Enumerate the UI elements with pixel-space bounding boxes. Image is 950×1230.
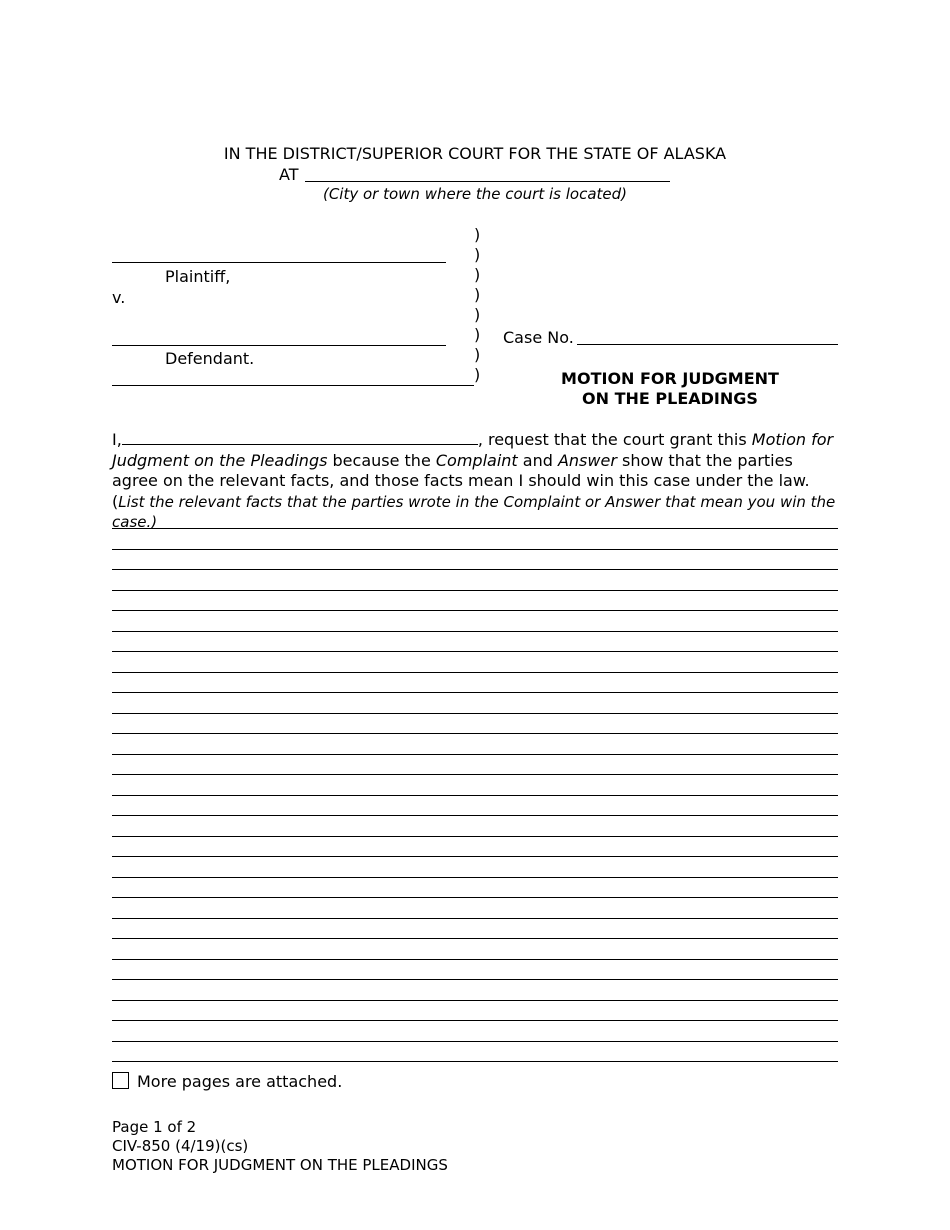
writing-line[interactable] [112, 733, 838, 734]
caption-bottom-rule [112, 385, 474, 386]
writing-line[interactable] [112, 1041, 838, 1042]
more-pages-label: More pages are attached. [137, 1072, 343, 1091]
writing-line[interactable] [112, 1061, 838, 1062]
more-pages-checkbox[interactable] [112, 1072, 129, 1089]
writing-line[interactable] [112, 918, 838, 919]
writing-line[interactable] [112, 815, 838, 816]
writing-line[interactable] [112, 1000, 838, 1001]
writing-line[interactable] [112, 795, 838, 796]
versus-label: v. [112, 288, 126, 307]
title-line-1: MOTION FOR JUDGMENT [561, 369, 779, 388]
motion-title-italic: Motion for Judgment on the Pleadings [112, 430, 834, 470]
writing-line[interactable] [112, 836, 838, 837]
writing-line[interactable] [112, 528, 838, 529]
paren: ) [474, 285, 481, 304]
paren: ) [474, 305, 481, 324]
writing-line[interactable] [112, 959, 838, 960]
writing-line[interactable] [112, 877, 838, 878]
writing-line[interactable] [112, 856, 838, 857]
paren: ) [474, 225, 481, 244]
writing-line[interactable] [112, 610, 838, 611]
plaintiff-name-field[interactable] [112, 262, 446, 263]
body-text-3: and [517, 450, 558, 470]
body-text-2: because the [327, 450, 436, 470]
writing-line[interactable] [112, 1020, 838, 1021]
writing-line[interactable] [112, 774, 838, 775]
court-location-instruction: (City or town where the court is located) [322, 185, 628, 203]
writing-line[interactable] [112, 713, 838, 714]
form-id: CIV-850 (4/19)(cs) [112, 1137, 249, 1155]
body-text-1: , request that the court grant this [477, 430, 752, 449]
paren: ) [474, 345, 481, 364]
page-number: Page 1 of 2 [112, 1118, 197, 1136]
body-prefix: I, [112, 430, 122, 449]
defendant-name-field[interactable] [112, 345, 446, 346]
page-footer [112, 1118, 448, 1175]
writing-line[interactable] [112, 569, 838, 570]
case-no-field[interactable] [577, 344, 838, 345]
form-name: MOTION FOR JUDGMENT ON THE PLEADINGS [112, 1156, 448, 1174]
court-title: IN THE DISTRICT/SUPERIOR COURT FOR THE STATE OF ALASKA [223, 144, 727, 163]
document-title [505, 369, 835, 409]
court-location-field[interactable] [305, 181, 670, 182]
writing-line[interactable] [112, 897, 838, 898]
writing-line[interactable] [112, 692, 838, 693]
writing-line[interactable] [112, 631, 838, 632]
at-label: AT [279, 165, 299, 184]
writing-line[interactable] [112, 754, 838, 755]
movant-name-field[interactable] [122, 430, 478, 445]
title-line-2: ON THE PLEADINGS [582, 389, 758, 408]
writing-line[interactable] [112, 651, 838, 652]
paren: ) [474, 265, 481, 284]
writing-line[interactable] [112, 549, 838, 550]
plaintiff-label: Plaintiff, [165, 267, 231, 286]
writing-line[interactable] [112, 590, 838, 591]
body-instruction: List the relevant facts that the parties wrote in the Complaint or Answer that mean you win the case.) [112, 492, 836, 531]
writing-line[interactable] [112, 672, 838, 673]
paren: ) [474, 325, 481, 344]
caption-parentheses [474, 225, 480, 385]
complaint-italic: Complaint [435, 450, 518, 470]
writing-line[interactable] [112, 979, 838, 980]
motion-paragraph [112, 430, 840, 533]
paren: ) [474, 365, 481, 384]
writing-line[interactable] [112, 938, 838, 939]
body-text-4: show that the parties agree on the relevant facts, and those facts mean I should win this case under the law. ( [112, 450, 810, 511]
defendant-label: Defendant. [165, 349, 255, 368]
answer-italic: Answer [557, 450, 617, 470]
paren: ) [474, 245, 481, 264]
case-no-label: Case No. [503, 328, 574, 347]
